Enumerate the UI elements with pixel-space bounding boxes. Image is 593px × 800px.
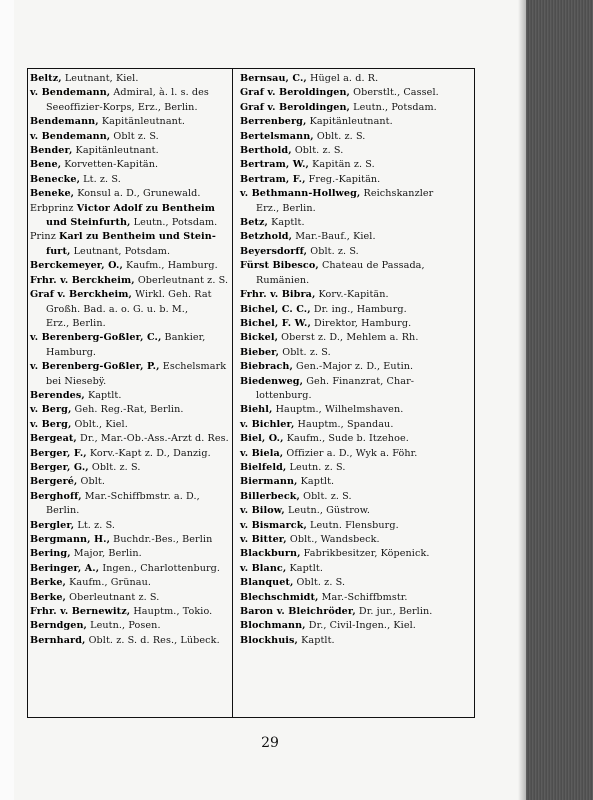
directory-entry xyxy=(30,86,242,100)
entry-details: Gen.-Major z. D., Eutin. xyxy=(292,361,414,373)
directory-entry xyxy=(30,605,242,619)
entry-text: Erz., Berlin. xyxy=(46,317,106,329)
entry-details: Leutn. Flensburg. xyxy=(306,519,399,531)
directory-entry xyxy=(30,533,242,547)
directory-entry xyxy=(240,72,452,86)
entry-details: Oblt. z. S. d. Res., Lübeck. xyxy=(85,634,220,646)
directory-entry xyxy=(240,447,452,461)
directory-entry xyxy=(30,360,242,374)
entry-details: Kaptlt. xyxy=(267,217,305,229)
entry-name: Berndgen, xyxy=(30,620,87,632)
entry-name: Berrenberg, xyxy=(240,116,307,128)
directory-entry xyxy=(30,519,242,533)
directory-entry xyxy=(240,547,452,561)
entry-text: lottenburg. xyxy=(256,389,312,401)
directory-entry xyxy=(240,591,452,605)
entry-details: Buchdr.-Bes., Berlin xyxy=(110,534,213,545)
directory-entry xyxy=(240,245,452,259)
entry-details: Dr. ing., Hamburg. xyxy=(310,303,407,315)
directory-entry xyxy=(30,72,242,86)
entry-name: v. Bethmann-Hollweg, xyxy=(240,188,361,200)
entry-details: Oblt., Wandsbeck. xyxy=(286,534,380,545)
entry-details: Lt. z. S. xyxy=(74,519,116,531)
entry-name: Bergeat, xyxy=(30,433,77,445)
entry-details: Kapitän z. S. xyxy=(308,159,375,171)
directory-entry xyxy=(240,375,452,389)
entry-continuation xyxy=(30,216,242,230)
entry-text: Großh. Bad. a. o. G. u. b. M., xyxy=(46,303,189,315)
directory-entry xyxy=(30,576,242,590)
entry-name: Graf v. Beroldingen, xyxy=(240,87,350,99)
directory-entry xyxy=(240,490,452,504)
entry-name: Bergler, xyxy=(30,519,75,531)
directory-entry xyxy=(240,360,452,374)
entry-name: Karl zu Bentheim und Stein- xyxy=(59,231,216,243)
entry-name: Bergmann, H., xyxy=(30,534,111,545)
entry-name: Bielfeld, xyxy=(240,461,287,473)
directory-entry xyxy=(240,303,452,317)
entry-details: Mar.-Bauf., Kiel. xyxy=(292,231,376,243)
entry-details: Kaufm., Grünau. xyxy=(65,577,152,589)
entry-name: v. Berenberg-Goßler, P., xyxy=(30,361,160,373)
entry-details: Oblt. xyxy=(77,476,106,488)
book-page-edges xyxy=(526,0,593,800)
entry-name: Berthold, xyxy=(240,145,292,157)
entry-name: Blockhuis, xyxy=(240,634,298,646)
entry-details: Major, Berlin. xyxy=(70,548,142,560)
entry-details: Oberleutnant z. S. xyxy=(65,591,160,603)
directory-entry xyxy=(30,490,242,504)
entry-details: Mar.-Schiffbmstr. xyxy=(318,591,408,603)
directory-entry xyxy=(240,634,452,648)
entry-details: Oblt., Kiel. xyxy=(71,418,128,430)
entry-name: Frhr. v. Bernewitz, xyxy=(30,606,131,618)
entry-details: Dr., Mar.-Ob.-Ass.-Arzt d. Res. xyxy=(76,433,229,445)
entry-details: Kapitänleutnant. xyxy=(98,116,186,128)
directory-entry xyxy=(30,173,242,187)
entry-details: Oblt. z. S. xyxy=(293,577,346,589)
directory-entry xyxy=(240,86,452,100)
entry-text: Erz., Berlin. xyxy=(256,202,316,214)
entry-details: Dr., Civil-Ingen., Kiel. xyxy=(305,620,416,632)
entry-name: Victor Adolf zu Bentheim xyxy=(76,202,216,214)
directory-entry xyxy=(30,288,242,302)
directory-entry xyxy=(240,475,452,489)
directory-entry xyxy=(30,562,242,576)
entry-details: Hauptm., Spandau. xyxy=(294,418,394,430)
directory-entry xyxy=(240,230,452,244)
entry-name: v. Berenberg-Goßler, C., xyxy=(30,332,162,344)
directory-entry xyxy=(240,187,452,201)
directory-entry xyxy=(30,144,242,158)
directory-entry xyxy=(240,418,452,432)
entry-name: Bieber, xyxy=(240,346,280,358)
entry-details: Leutn. z. S. xyxy=(286,461,346,473)
entry-details: Oblt. z. S. xyxy=(313,130,366,142)
directory-entry xyxy=(240,461,452,475)
entry-details: Chateau de Passada, xyxy=(318,260,425,272)
entry-name: Berke, xyxy=(30,591,66,603)
entry-name: Baron v. Bleichröder, xyxy=(240,606,356,618)
entry-details: Kaptlt. xyxy=(286,562,324,574)
directory-entry xyxy=(30,230,242,244)
entry-name: v. Blanc, xyxy=(240,562,287,574)
entry-details: Ingen., Charlottenburg. xyxy=(99,562,221,574)
entry-text: Seeoffizier-Korps, Erz., Berlin. xyxy=(46,101,198,113)
entry-name: Benecke, xyxy=(30,173,81,185)
directory-entry xyxy=(240,562,452,576)
entry-name: Berendes, xyxy=(30,389,85,401)
directory-entry xyxy=(240,533,452,547)
entry-details: Hauptm., Wilhelmshaven. xyxy=(272,404,404,416)
entry-name: Blochmann, xyxy=(240,620,306,632)
entry-details: Kaufm., Hamburg. xyxy=(122,260,218,272)
entry-name: Berckemeyer, O., xyxy=(30,260,123,272)
directory-entry xyxy=(240,216,452,230)
entry-details: Konsul a. D., Grunewald. xyxy=(74,188,201,200)
directory-entry xyxy=(30,634,242,648)
directory-entry xyxy=(240,346,452,360)
entry-name: Graf v. Berckheim, xyxy=(30,289,132,301)
directory-entry xyxy=(240,331,452,345)
entry-name: Biehl, xyxy=(240,404,273,416)
entry-details: Kaptlt. xyxy=(297,634,335,646)
directory-entry xyxy=(30,187,242,201)
entry-details: Oberst z. D., Mehlem a. Rh. xyxy=(278,332,419,344)
entry-details: Kaptlt. xyxy=(84,389,122,401)
entry-name: furt, xyxy=(46,245,71,257)
entry-continuation xyxy=(240,274,452,288)
entry-details: Erbprinz xyxy=(30,202,77,214)
directory-entry xyxy=(30,432,242,446)
entry-details: Oblt. z. S. xyxy=(299,490,352,502)
entry-name: v. Bilow, xyxy=(240,505,285,517)
entry-details: Bankier, xyxy=(161,332,206,344)
entry-name: v. Bendemann, xyxy=(30,130,111,142)
entry-continuation xyxy=(30,375,242,389)
directory-entry xyxy=(240,519,452,533)
entry-continuation xyxy=(240,389,452,403)
page-number: 29 xyxy=(261,735,279,751)
entry-details: Prinz xyxy=(30,231,59,243)
directory-entry xyxy=(240,576,452,590)
entry-name: Betz, xyxy=(240,217,268,229)
entry-details: Leutnant, Kiel. xyxy=(61,73,139,84)
directory-entry xyxy=(30,475,242,489)
entry-name: Bickel, xyxy=(240,332,279,344)
entry-continuation xyxy=(30,303,242,317)
directory-entry xyxy=(30,418,242,432)
directory-entry xyxy=(240,403,452,417)
entry-details: Eschelsmark xyxy=(159,361,227,373)
entry-name: v. Bismarck, xyxy=(240,519,307,531)
directory-entry xyxy=(30,547,242,561)
entry-name: Bene, xyxy=(30,159,62,171)
entry-name: v. Bendemann, xyxy=(30,87,111,99)
entry-details: Reichskanzler xyxy=(360,188,434,200)
directory-entry xyxy=(30,619,242,633)
directory-entry xyxy=(240,619,452,633)
entry-details: Oberstlt., Cassel. xyxy=(350,87,439,99)
entry-name: Beringer, A., xyxy=(30,562,100,574)
directory-entry xyxy=(240,130,452,144)
directory-entry xyxy=(30,274,242,288)
entry-name: v. Bitter, xyxy=(240,534,287,545)
entry-details: Freg.-Kapitän. xyxy=(305,173,381,185)
directory-entry xyxy=(240,101,452,115)
entry-name: Bertelsmann, xyxy=(240,130,314,142)
entry-name: Biedenweg, xyxy=(240,375,304,387)
directory-entry xyxy=(30,591,242,605)
entry-name: Blanquet, xyxy=(240,577,294,589)
entry-details: Oblt. z. S. xyxy=(88,461,141,473)
entry-details: Kapitänleutnant. xyxy=(306,116,393,128)
entry-details: Direktor, Hamburg. xyxy=(310,317,412,329)
entry-name: Bertram, W., xyxy=(240,159,309,171)
entry-details: Oblt z. S. xyxy=(110,130,159,142)
entry-name: Berger, F., xyxy=(30,447,87,459)
entry-name: Blackburn, xyxy=(240,548,301,560)
entry-details: Mar.-Schiffbmstr. a. D., xyxy=(81,490,200,502)
entry-name: Beneke, xyxy=(30,188,75,200)
entry-name: Frhr. v. Bibra, xyxy=(240,289,316,301)
entry-text: Berlin. xyxy=(46,505,80,517)
entry-details: Kaptlt. xyxy=(297,476,335,488)
entry-continuation xyxy=(30,317,242,331)
entry-name: Bender, xyxy=(30,145,73,157)
entry-details: Wirkl. Geh. Rat xyxy=(132,289,212,301)
directory-entry xyxy=(240,173,452,187)
entry-details: Leutn., Potsdam. xyxy=(130,217,218,229)
entry-name: v. Berg, xyxy=(30,418,72,430)
entry-name: Berke, xyxy=(30,577,66,589)
entry-details: Korv.-Kapt z. D., Danzig. xyxy=(86,447,211,459)
directory-entry xyxy=(240,504,452,518)
entry-details: Leutnant, Potsdam. xyxy=(70,245,171,257)
entry-details: Hügel a. d. R. xyxy=(306,73,379,84)
entry-name: Blechschmidt, xyxy=(240,591,319,603)
directory-entry xyxy=(240,605,452,619)
entry-details: Kapitänleutnant. xyxy=(72,145,159,157)
entry-details: Korv.-Kapitän. xyxy=(315,289,389,301)
entry-name: Graf v. Beroldingen, xyxy=(240,101,350,113)
entry-name: Bergeré, xyxy=(30,476,78,488)
right-column xyxy=(240,72,452,648)
entry-name: Biel, O., xyxy=(240,433,284,445)
directory-entry xyxy=(240,288,452,302)
entry-name: Frhr. v. Berckheim, xyxy=(30,274,135,286)
directory-entry xyxy=(30,331,242,345)
entry-details: Admiral, à. l. s. des xyxy=(110,87,209,99)
entry-details: Dr. jur., Berlin. xyxy=(355,606,433,618)
directory-entry xyxy=(30,158,242,172)
entry-details: Leutn., Güstrow. xyxy=(284,505,371,517)
entry-name: Bertram, F., xyxy=(240,173,306,185)
directory-entry xyxy=(240,259,452,273)
entry-name: Beltz, xyxy=(30,73,62,84)
directory-entry xyxy=(240,432,452,446)
entry-text: Rumänien. xyxy=(256,274,310,286)
entry-name: Bichel, F. W., xyxy=(240,317,311,329)
entry-name: und Steinfurth, xyxy=(46,217,131,229)
directory-entry xyxy=(30,447,242,461)
entry-details: Hauptm., Tokio. xyxy=(130,606,213,618)
entry-details: Leutn., Posen. xyxy=(86,620,161,632)
entry-name: Bernsau, C., xyxy=(240,73,307,84)
entry-name: Bernhard, xyxy=(30,634,86,646)
entry-details: Korvetten-Kapitän. xyxy=(61,159,159,171)
directory-entry xyxy=(30,259,242,273)
directory-entry xyxy=(30,202,242,216)
entry-name: Biermann, xyxy=(240,476,298,488)
entry-name: Bendemann, xyxy=(30,116,99,128)
directory-entry xyxy=(240,317,452,331)
entry-continuation xyxy=(30,245,242,259)
entry-name: Berghoff, xyxy=(30,490,82,502)
entry-continuation xyxy=(30,346,242,360)
directory-entry xyxy=(240,115,452,129)
directory-entry xyxy=(30,130,242,144)
entry-name: v. Berg, xyxy=(30,404,72,416)
entry-text: Hamburg. xyxy=(46,346,97,358)
left-column xyxy=(30,72,242,648)
entry-details: Oblt. z. S. xyxy=(279,346,331,358)
entry-name: Bering, xyxy=(30,548,71,560)
entry-name: Fürst Bibesco, xyxy=(240,260,319,272)
entry-details: Oberleutnant z. S. xyxy=(134,274,229,286)
entry-name: Beyersdorff, xyxy=(240,245,308,257)
entry-name: Betzhold, xyxy=(240,231,293,243)
entry-details: Leutn., Potsdam. xyxy=(350,101,437,113)
entry-name: v. Biela, xyxy=(240,447,284,459)
entry-continuation xyxy=(30,504,242,518)
entry-continuation xyxy=(30,101,242,115)
directory-entry xyxy=(30,403,242,417)
directory-entry xyxy=(240,158,452,172)
directory-entry xyxy=(30,115,242,129)
entry-name: Bichel, C. C., xyxy=(240,303,311,315)
entry-continuation xyxy=(240,202,452,216)
directory-entry xyxy=(30,461,242,475)
scan-left-margin xyxy=(0,0,14,800)
entry-details: Geh. Reg.-Rat, Berlin. xyxy=(71,404,184,416)
entry-name: Billerbeck, xyxy=(240,490,300,502)
entry-name: Berger, G., xyxy=(30,461,89,473)
entry-details: Offizier a. D., Wyk a. Föhr. xyxy=(283,447,418,459)
entry-name: v. Bichler, xyxy=(240,418,295,430)
entry-details: Geh. Finanzrat, Char- xyxy=(303,375,415,387)
entry-name: Biebrach, xyxy=(240,361,293,373)
directory-entry xyxy=(240,144,452,158)
entry-details: Lt. z. S. xyxy=(80,173,121,185)
entry-details: Oblt. z. S. xyxy=(307,245,359,257)
entry-details: Fabrikbesitzer, Köpenick. xyxy=(300,548,430,560)
entry-details: Kaufm., Sude b. Itzehoe. xyxy=(283,433,409,445)
directory-entry xyxy=(30,389,242,403)
entry-details: Oblt. z. S. xyxy=(291,145,344,157)
entry-text: bei Niesebÿ. xyxy=(46,375,107,387)
